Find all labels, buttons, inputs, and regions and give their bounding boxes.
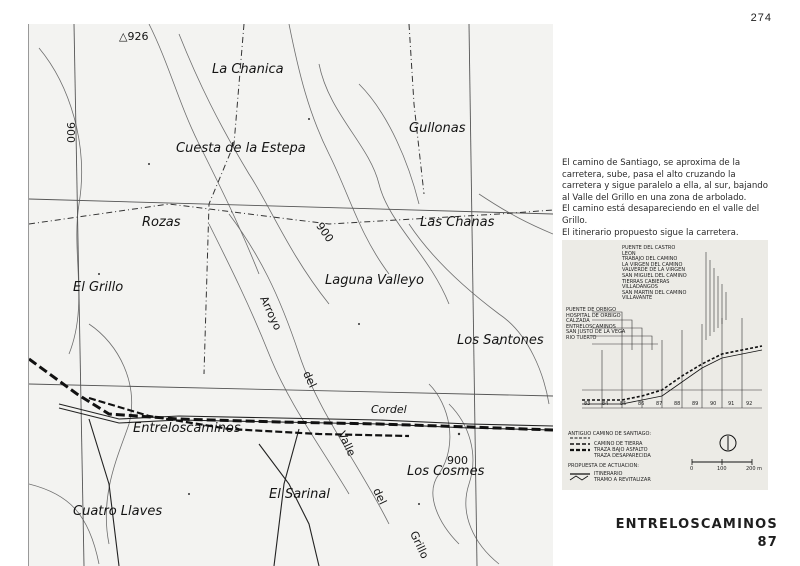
contour-line [319,64,449,304]
grid-line [74,24,84,566]
place-las-chanas: Las Chanas [420,215,495,230]
legend-item: CAMINO DE TIERRA [594,441,643,447]
place-los-cosmes: Los Cosmes [407,464,485,479]
caption-paragraph: El camino está desapareciendo en el valle del Grillo. [562,204,760,226]
map-drawing [29,24,553,566]
section-number: 87 [656,401,663,407]
elevation-mark: 900 [447,454,468,467]
legend-item: TRAMO A REVITALIZAR [594,477,651,483]
section-number: 90 [710,401,717,407]
place-valle: Valle [335,429,359,459]
place-laguna-valleyo: Laguna Valleyo [325,273,424,288]
scale-label: 0 [690,466,694,472]
scale-label: 200 m [746,466,763,472]
elevation-mark: △926 [119,30,149,43]
place-el-sarinal: El Sarinal [269,487,330,502]
profile-line [582,350,762,404]
section-number: 84 [602,401,609,407]
grid-line [469,24,477,566]
legend-swatch [570,476,588,480]
place-del-2: del [370,486,390,507]
section-title: ENTRELOSCAMINOS 87 [592,516,784,534]
boundary-line [409,24,424,194]
section-number: 83 [584,401,591,407]
profile-label-lower: PUENTE DE ORBIGO HOSPITAL DE ORBIGO CALZADA ENTRELOSCAMINOS SAN JUSTO DE LA VEGA RIO TUERTO [566,307,626,341]
section-number: 85 [620,401,627,407]
place-el-grillo: El Grillo [73,280,124,295]
section-number: 89 [692,401,699,407]
place-cuatro-llaves: Cuatro Llaves [73,504,163,519]
place-grillo: Grillo [407,529,432,561]
profile-line [582,346,762,400]
legend-heading: ANTIGUO CAMINO DE SANTIAGO: [568,431,652,437]
contour-label: 900 [64,122,77,143]
caption-paragraph: El camino de Santiago, se aproxima de la carretera, sube, pasa el alto cruzando la carretera y sigue paralelo a ella, al sur, bajando al Valle del Grillo en una zona de arbolado. [562,158,768,203]
place-cuesta-de-la-estepa: Cuesta de la Estepa [176,141,306,156]
place-arroyo: Arroyo [257,294,285,333]
contour-line [359,84,419,204]
caption-paragraph: El itinerario propuesto sigue la carretera. [562,227,739,238]
section-number: 92 [746,401,753,407]
legend-item: ITINERARIO [594,471,623,477]
place-cordel: Cordel [371,403,407,416]
caption-text [562,158,774,239]
contour-label: 900 [313,220,337,245]
section-number: 91 [728,401,735,407]
route-profile-diagram [562,240,768,490]
grid-line [29,199,553,214]
page-number: 274 [750,12,772,24]
legend-item: TRAZA DESAPARECIDA [594,453,651,459]
section-number: 86 [638,401,645,407]
scale-label: 100 [717,466,727,472]
contour-line [209,224,349,494]
contour-line [409,224,549,404]
place-los-santones: Los Santones [457,333,544,348]
legend-heading: PROPUESTA DE ACTUACION: [568,463,639,469]
topographic-map[interactable] [28,24,553,566]
place-la-chanica: La Chanica [212,62,284,77]
section-number: 88 [674,401,681,407]
place-gullonas: Gullonas [409,121,466,136]
place-entreloscaminos: Entreloscaminos [133,421,241,436]
legend-item: TRAZA BAJO ASFALTO [594,447,648,453]
place-del: del [300,369,320,390]
place-rozas: Rozas [142,215,181,230]
track [259,444,319,566]
contour-line [29,484,99,564]
profile-label-upper: PUENTE DEL CASTRO LEON TRABAJO DEL CAMINO LA VIRGEN DEL CAMINO VALVERDE DE LA VIRGEN SAN MIGUEL DEL CAMINO TIERRAS CABIERAS VILLADANGOS SAN MARTIN DEL CAMINO VILLAVANTE [622,245,687,302]
